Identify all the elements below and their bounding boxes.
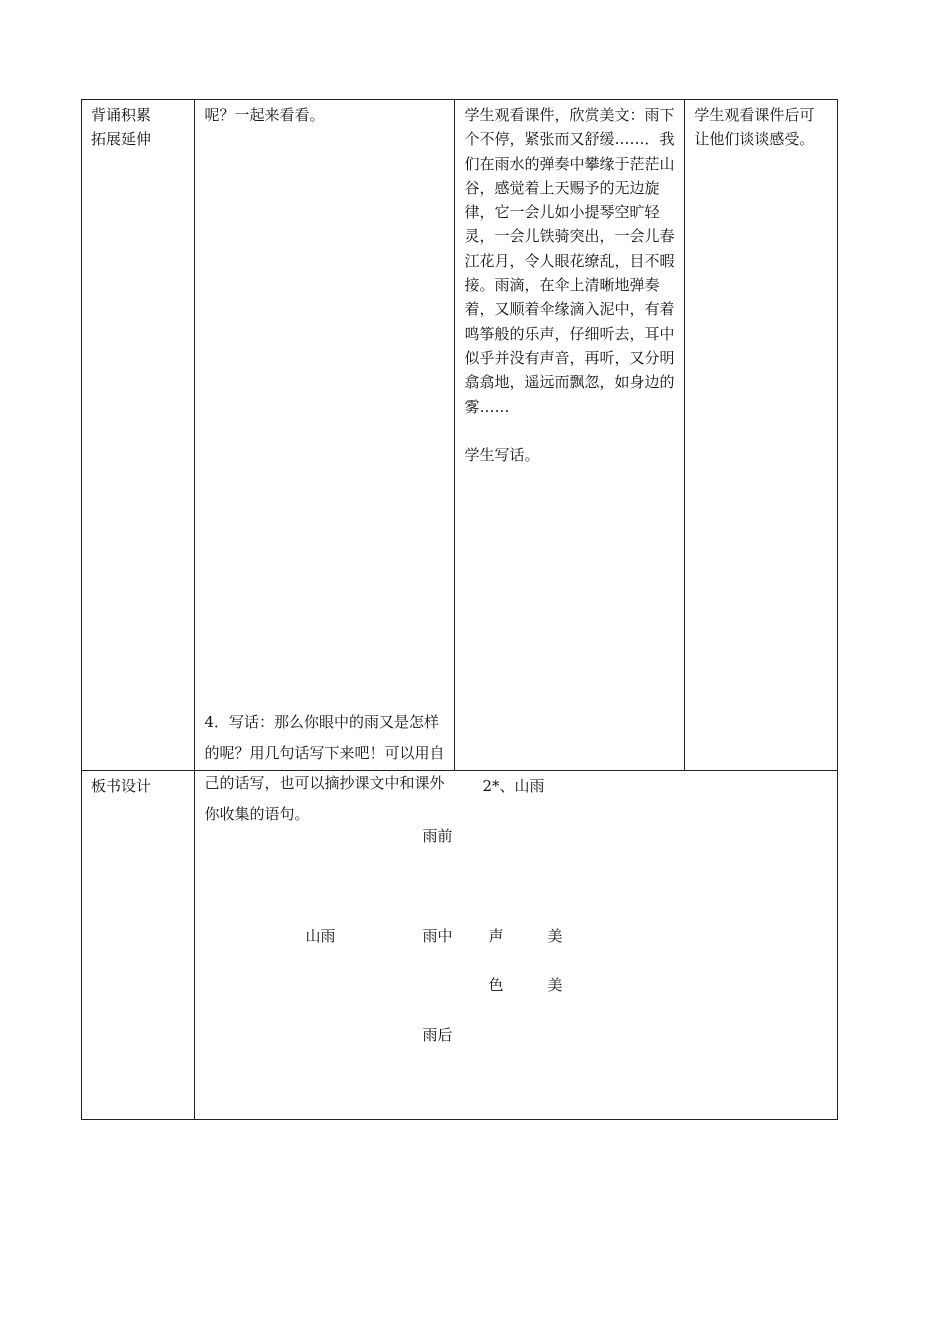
teacher-text-writing-task: 4．写话：那么你眼中的雨又是怎样的呢？用几句话写下来吧！可以用自己的话写，也可以摘抄课文中和课外你收集的语句。 (204, 713, 445, 823)
table-row (82, 100, 838, 771)
section-label-cell (82, 100, 195, 771)
section-label: 板书设计 (91, 777, 152, 795)
student-activity-cell (455, 100, 685, 771)
board-color-beauty: 美 (547, 976, 563, 994)
table-row (82, 771, 838, 1120)
board-sound: 声 (488, 927, 504, 945)
board-color: 色 (488, 976, 504, 994)
student-write-text: 学生写话。 (464, 445, 540, 464)
blackboard-design (195, 771, 837, 1119)
lesson-plan-table (81, 99, 838, 1120)
board-topic: 山雨 (305, 927, 336, 945)
board-before-rain: 雨前 (422, 827, 453, 845)
board-sound-beauty: 美 (547, 927, 563, 945)
board-after-rain: 雨后 (422, 1026, 453, 1044)
board-during-rain: 雨中 (422, 927, 453, 945)
section-label: 背诵积累拓展延伸 (91, 106, 152, 149)
section-label-cell (82, 771, 195, 1120)
teacher-activity-cell (195, 100, 455, 823)
board-title: 2*、山雨 (482, 777, 545, 795)
design-intent-text: 学生观看课件后可让他们谈谈感受。 (694, 106, 815, 149)
student-text: 学生观看课件，欣赏美文：雨下个不停，紧张而又舒缓……．我们在雨水的弹奏中攀缘于茫茫山谷，感觉着上天赐予的无边旋律，它一会儿如小提琴空旷轻灵，一会儿铁骑突出，一会儿春江花月，令人眼花缭乱，目不暇接。雨滴，在伞上清晰地弹奏着，又顺着伞缘滴入泥中，有着鸣筝般的乐声，仔细听去，耳中似乎并没有声音，再听，又分明翕翕地，遥远而飘忽，如身边的雾…… (464, 106, 675, 416)
teacher-text-top: 呢？一起来看看。 (204, 106, 325, 124)
blackboard-design-cell (195, 771, 838, 1120)
design-intent-cell (685, 100, 838, 771)
